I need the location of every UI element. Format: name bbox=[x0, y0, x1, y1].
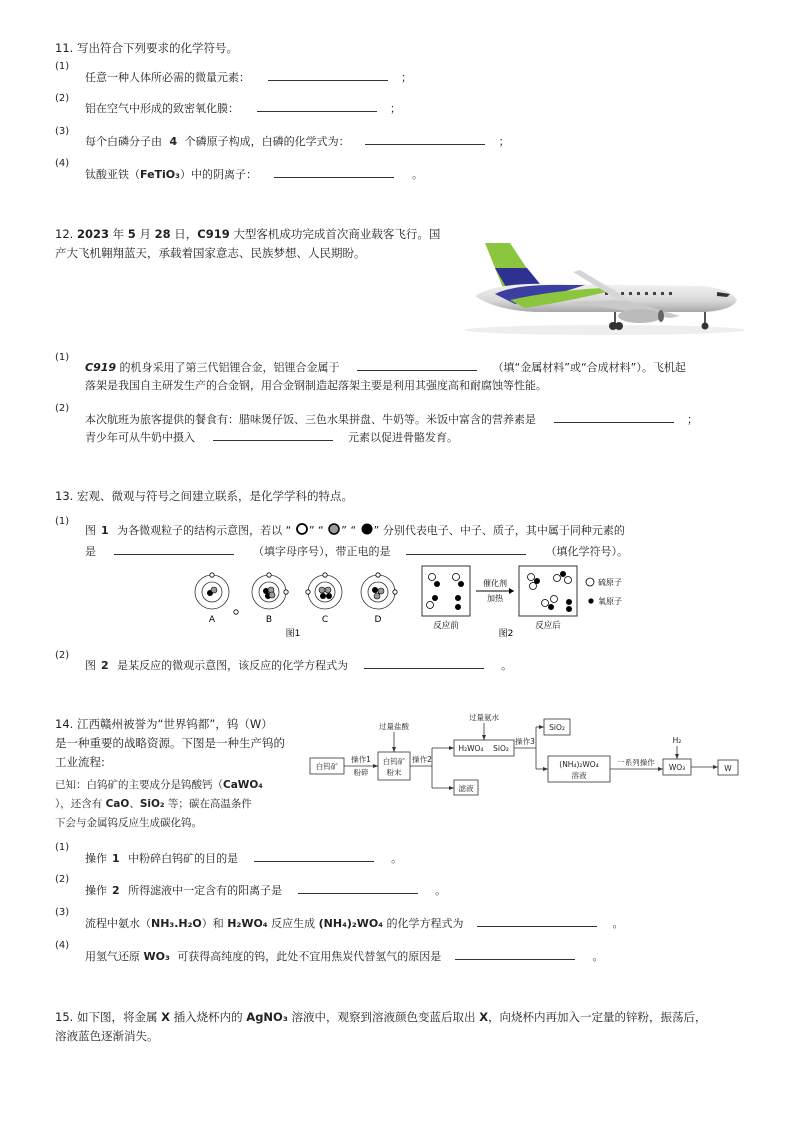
q14-process-flowchart bbox=[308, 712, 748, 802]
q11-item-4-text: 钛酸亚铁（FeTiO₃）中的阴离子： 。 bbox=[85, 165, 423, 182]
flow-ore: 白钨矿 bbox=[315, 762, 339, 771]
q12-item-1-line-2: 落架是我国自主研发生产的合金钢，用合金钢制造起落架主要是利用其强度高和耐腐蚀等性能。 bbox=[85, 379, 547, 392]
q11-title: 11. 写出符合下列要求的化学符号。 bbox=[55, 41, 238, 55]
flow-op2: 操作2 bbox=[412, 755, 432, 764]
flow-solution: 溶液 bbox=[571, 771, 587, 780]
fig1-label-a: A bbox=[208, 615, 216, 625]
flow-op1: 操作1 bbox=[351, 755, 371, 764]
answer-blank[interactable] bbox=[357, 358, 477, 371]
q11-item-3-text: 每个白磷分子由 4 个磷原子构成，白磷的化学式为： ； bbox=[85, 132, 510, 149]
q13-item-1-line-2: 是 （填字母序号），带正电的是 （填化学符号）。 bbox=[85, 542, 628, 559]
flow-w: W bbox=[724, 764, 732, 773]
q14-item-1-text: 操作 1 中粉碎白钨矿的目的是 。 bbox=[85, 849, 402, 866]
q11-item-1: (1) bbox=[55, 61, 70, 72]
q14-known-1: 已知：白钨矿的主要成分是钨酸钙（CaWO₄ bbox=[55, 779, 263, 791]
fig2-catalyst-label: 催化剂 bbox=[483, 579, 507, 588]
flow-op3: 操作3 bbox=[515, 737, 535, 746]
answer-blank[interactable] bbox=[298, 881, 418, 894]
q15-line-1: 15. 如下图，将金属 X 插入烧杯内的 AgNO₃ 溶液中，观察到溶液颜色变蓝后取出 X，向烧杯内再加入一定量的锌粉，振荡后， bbox=[55, 1010, 707, 1024]
flow-h2: H₂ bbox=[672, 736, 682, 745]
fig1-label-c: C bbox=[321, 615, 329, 625]
answer-blank[interactable] bbox=[268, 68, 388, 81]
flow-powder-bottom: 粉末 bbox=[386, 768, 402, 777]
figure-1-particle-structures bbox=[190, 566, 410, 644]
flow-ammonia: 过量氨水 bbox=[469, 713, 499, 722]
q12-line-1: 12. 2023 年 5 月 28 日，C919 大型客机成功完成首次商业载客飞行。国 bbox=[55, 227, 441, 241]
answer-blank[interactable] bbox=[477, 914, 597, 927]
fig1-label-d: D bbox=[374, 615, 382, 625]
answer-blank[interactable] bbox=[554, 410, 674, 423]
fig2-caption: 图2 bbox=[498, 629, 514, 639]
airplane-image bbox=[455, 238, 745, 338]
q15-line-2: 溶液蓝色逐渐消失。 bbox=[55, 1029, 159, 1043]
q13-title: 13. 宏观、微观与符号之间建立联系，是化学学科的特点。 bbox=[55, 489, 353, 503]
q12-item-2-line-2: 青少年可从牛奶中摄入 元素以促进骨骼发育。 bbox=[85, 428, 458, 445]
q12-item-1-line-1: C919 的机身采用了第三代铝锂合金，铝锂合金属于 （填“金属材料”或“合成材料”）。飞机起 bbox=[85, 358, 686, 375]
fig2-before-label: 反应前 bbox=[433, 621, 459, 631]
fig2-heat-label: 加热 bbox=[487, 594, 503, 603]
q13-item-2-text: 图 2 是某反应的微观示意图，该反应的化学方程式为 。 bbox=[85, 656, 512, 673]
fig1-label-b: B bbox=[265, 615, 273, 625]
fig1-caption: 图1 bbox=[285, 629, 301, 639]
q12-item-2-line-1: 本次航班为旅客提供的餐食有：腊味煲仔饭、三色水果拼盘、牛奶等。米饭中富含的营养素是 ； bbox=[85, 410, 698, 427]
flow-sio2: SiO₂ bbox=[549, 723, 565, 732]
q14-line-1: 14. 江西赣州被誉为“世界钨都”，钨（W） bbox=[55, 717, 273, 731]
answer-blank[interactable] bbox=[455, 947, 575, 960]
q12-line-2: 产大飞机翱翔蓝天，承载着国家意志、民族梦想、人民期盼。 bbox=[55, 246, 366, 260]
fig2-legend-sulfur: 硫原子 bbox=[598, 578, 622, 587]
answer-blank[interactable] bbox=[406, 542, 526, 555]
q14-known-3: 下会与金属钨反应生成碳化钨。 bbox=[55, 817, 202, 829]
flow-filtrate: 滤液 bbox=[458, 784, 474, 793]
q14-known-2: ），还含有 CaO、SiO₂ 等；碳在高温条件 bbox=[55, 798, 252, 810]
q14-item-4-text: 用氢气还原 WO₃ 可获得高纯度的钨，此处不宜用焦炭代替氢气的原因是 。 bbox=[85, 947, 603, 964]
neutron-symbol-icon bbox=[327, 523, 341, 535]
flow-sio2-mix: SiO₂ bbox=[493, 744, 509, 753]
fig2-legend-oxygen: 氧原子 bbox=[598, 597, 622, 606]
flow-h2wo4: H₂WO₄ bbox=[458, 744, 484, 753]
answer-blank[interactable] bbox=[114, 542, 234, 555]
proton-symbol-icon bbox=[360, 523, 374, 535]
answer-blank[interactable] bbox=[254, 849, 374, 862]
answer-blank[interactable] bbox=[365, 132, 485, 145]
answer-blank[interactable] bbox=[274, 165, 394, 178]
q13-item-1-line-1: 图 1 为各微观粒子的结构示意图，若以 “ ” “ ” “ ” 分别代表电子、中子、质子，其中属于同种元素的 bbox=[85, 524, 625, 537]
flow-powder-top: 白钨矿 bbox=[382, 757, 406, 766]
flow-series-ops: 一系列操作 bbox=[617, 758, 655, 767]
flow-wo3: WO₃ bbox=[668, 763, 686, 772]
flow-crush: 粉碎 bbox=[353, 768, 369, 777]
q14-item-3-text: 流程中氨水（NH₃.H₂O）和 H₂WO₄ 反应生成 (NH₄)₂WO₄ 的化学方程式为 。 bbox=[85, 914, 624, 931]
q11-item-1-text: 任意一种人体所必需的微量元素： ； bbox=[85, 68, 412, 85]
q11-item-2-text: 铝在空气中形成的致密氧化膜： ； bbox=[85, 99, 401, 116]
q14-line-3: 工业流程: bbox=[55, 755, 105, 769]
fig2-after-label: 反应后 bbox=[535, 621, 561, 631]
electron-symbol-icon bbox=[295, 523, 309, 535]
answer-blank[interactable] bbox=[364, 656, 484, 669]
answer-blank[interactable] bbox=[257, 99, 377, 112]
flow-acid: 过量盐酸 bbox=[379, 722, 409, 731]
figure-2-reaction-diagram bbox=[418, 564, 638, 644]
answer-blank[interactable] bbox=[213, 428, 333, 441]
q14-line-2: 是一种重要的战略资源。下图是一种生产钨的 bbox=[55, 736, 285, 750]
flow-nh4-wo4: (NH₄)₂WO₄ bbox=[559, 760, 599, 769]
q14-item-2-text: 操作 2 所得滤液中一定含有的阳离子是 。 bbox=[85, 881, 446, 898]
